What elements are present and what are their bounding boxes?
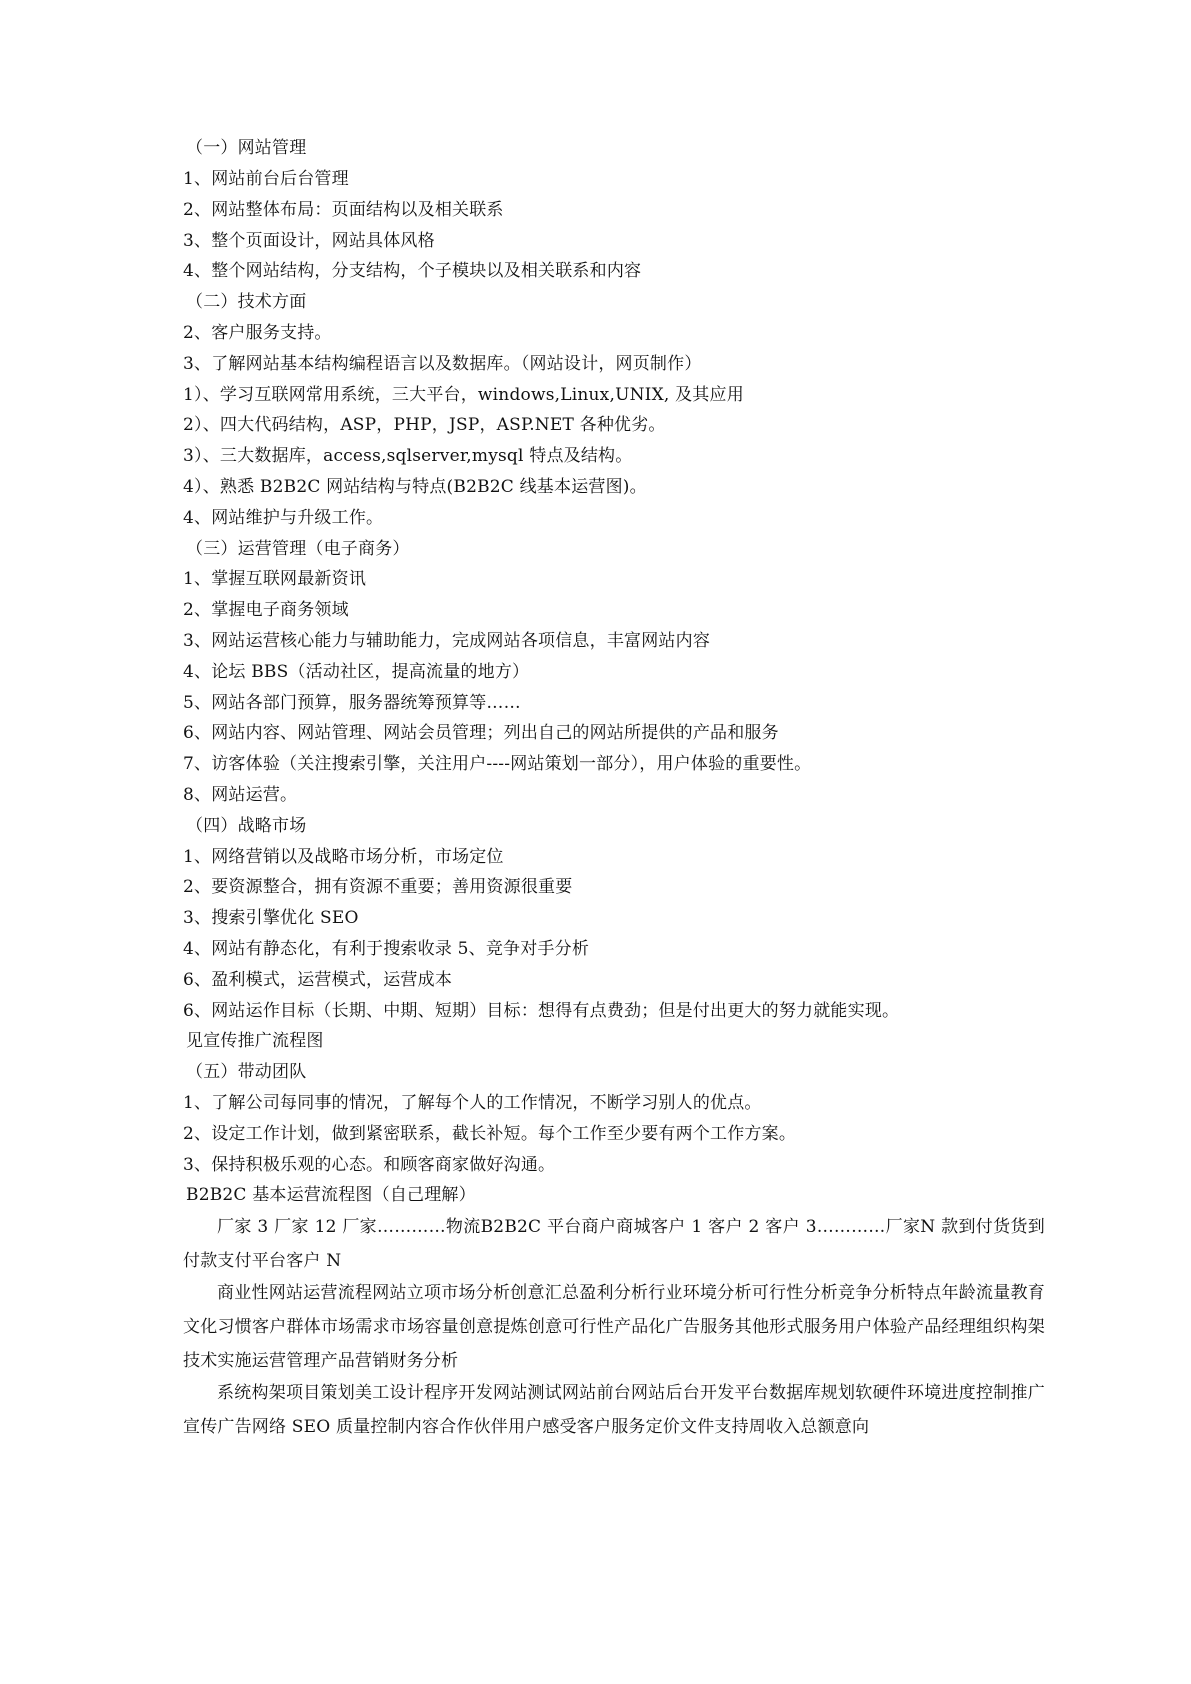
list-item: 3、搜索引擎优化 SEO xyxy=(183,908,359,928)
list-item: 3）、三大数据库，access,sqlserver,mysql 特点及结构。 xyxy=(183,446,633,466)
section-heading-team: （五）带动团队 xyxy=(186,1062,307,1082)
list-item: 5、网站各部门预算，服务器统筹预算等…… xyxy=(183,693,521,713)
operation-process-paragraph: 商业性网站运营流程网站立项市场分析创意汇总盈利分析行业环境分析可行性分析竞争分析特点年龄流量教育文化习惯客户群体市场需求市场容量创意提炼创意可行性产品化广告服务其他形式服务用户体验产品经理组织构架技术实施运营管理产品营销财务分析 xyxy=(183,1283,1045,1371)
list-item: 1、网站前台后台管理 xyxy=(183,169,349,189)
list-item: 1）、学习互联网常用系统，三大平台，windows,Linux,UNIX, 及其应用 xyxy=(183,385,744,405)
list-item: 6、网站内容、网站管理、网站会员管理；列出自己的网站所提供的产品和服务 xyxy=(183,723,779,743)
section-heading-website-management: （一）网站管理 xyxy=(186,138,307,158)
list-item: 4、网站有静态化，有利于搜索收录 5、竞争对手分析 xyxy=(183,939,590,959)
reference-note: 见宣传推广流程图 xyxy=(186,1031,324,1051)
system-architecture-paragraph: 系统构架项目策划美工设计程序开发网站测试网站前台网站后台开发平台数据库规划软硬件环境进度控制推广宣传广告网络 SEO 质量控制内容合作伙伴用户感受客户服务定价文件支持周收入总额意向 xyxy=(183,1383,1045,1437)
list-item: 2、网站整体布局：页面结构以及相关联系 xyxy=(183,200,504,220)
section-heading-strategy: （四）战略市场 xyxy=(186,816,307,836)
list-item: 2、掌握电子商务领域 xyxy=(183,600,349,620)
list-item: 6、盈利模式，运营模式，运营成本 xyxy=(183,970,453,990)
list-item: 2、客户服务支持。 xyxy=(183,323,332,343)
list-item: 1、了解公司每同事的情况，了解每个人的工作情况，不断学习别人的优点。 xyxy=(183,1093,762,1113)
list-item: 4）、熟悉 B2B2C 网站结构与特点(B2B2C 线基本运营图)。 xyxy=(183,477,647,497)
list-item: 4、网站维护与升级工作。 xyxy=(183,508,384,528)
list-item: 2）、四大代码结构，ASP，PHP，JSP，ASP.NET 各种优劣。 xyxy=(183,415,666,435)
list-item: 4、论坛 BBS（活动社区，提高流量的地方） xyxy=(183,662,530,682)
flowchart-paragraph: 厂家 3 厂家 12 厂家…………物流B2B2C 平台商户商城客户 1 客户 2 客户 3…………厂家N 款到付货货到付款支付平台客户 N xyxy=(183,1217,1045,1271)
flowchart-heading: B2B2C 基本运营流程图（自己理解） xyxy=(186,1185,476,1205)
list-item: 3、网站运营核心能力与辅助能力，完成网站各项信息，丰富网站内容 xyxy=(183,631,711,651)
section-heading-technology: （二）技术方面 xyxy=(186,292,307,312)
list-item: 1、网络营销以及战略市场分析，市场定位 xyxy=(183,847,504,867)
list-item: 1、掌握互联网最新资讯 xyxy=(183,569,367,589)
list-item: 7、访客体验（关注搜索引擎，关注用户----网站策划一部分），用户体验的重要性。 xyxy=(183,754,812,774)
list-item: 8、网站运营。 xyxy=(183,785,298,805)
list-item: 2、要资源整合，拥有资源不重要；善用资源很重要 xyxy=(183,877,573,897)
list-item: 3、保持积极乐观的心态。和顾客商家做好沟通。 xyxy=(183,1155,556,1175)
list-item: 2、设定工作计划，做到紧密联系，截长补短。每个工作至少要有两个工作方案。 xyxy=(183,1124,797,1144)
section-heading-operations: （三）运营管理（电子商务） xyxy=(186,539,410,559)
list-item: 3、整个页面设计，网站具体风格 xyxy=(183,231,435,251)
list-item: 4、整个网站结构，分支结构，个子模块以及相关联系和内容 xyxy=(183,261,642,281)
list-item: 6、网站运作目标（长期、中期、短期）目标：想得有点费劲；但是付出更大的努力就能实现。 xyxy=(183,1001,900,1021)
list-item: 3、了解网站基本结构编程语言以及数据库。（网站设计，网页制作） xyxy=(183,354,702,374)
